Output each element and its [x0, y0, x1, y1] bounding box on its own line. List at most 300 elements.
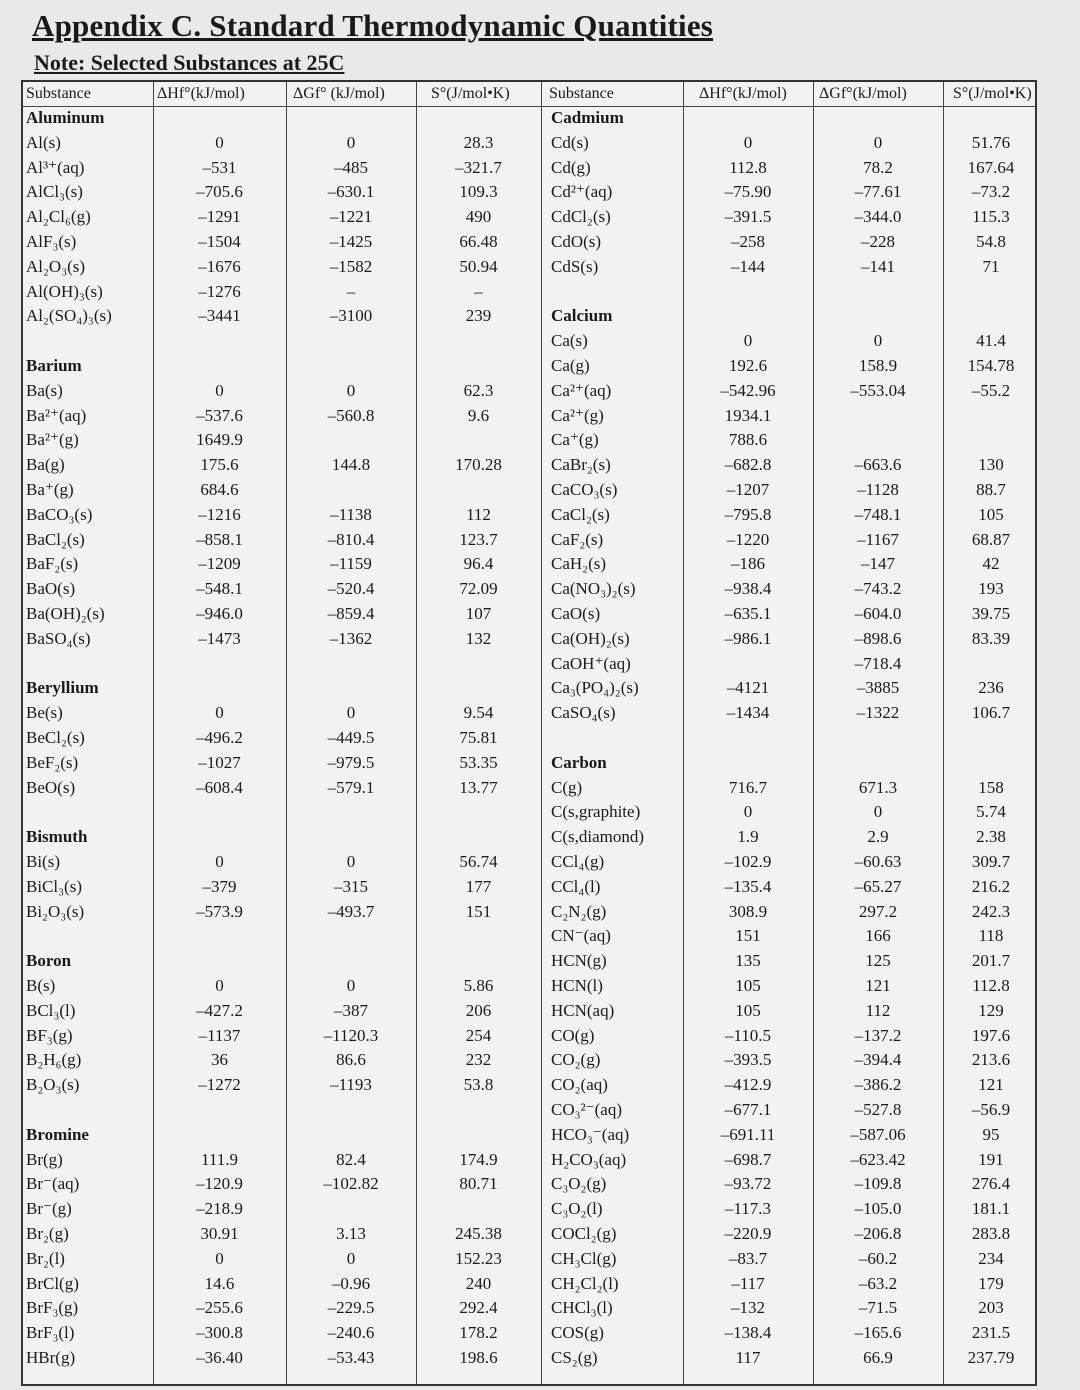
value-s: 213.6	[971, 1050, 1011, 1070]
value-dh: 0	[743, 331, 753, 351]
value-s: 41.4	[976, 331, 1006, 351]
value-dg: 0	[346, 132, 356, 152]
value-dh: –300.8	[196, 1323, 243, 1343]
substance-name: BrCl(g)	[26, 1273, 79, 1293]
header-dg-right: ΔGf°(kJ/mol)	[819, 85, 907, 102]
group-heading: Calcium	[551, 306, 613, 326]
value-dh: –1137	[198, 1025, 241, 1045]
table-row	[23, 776, 1039, 801]
header-dh-right: ΔHf°(kJ/mol)	[699, 85, 787, 102]
value-dh: 0	[743, 802, 753, 822]
value-dg: 82.4	[336, 1149, 366, 1169]
table-row	[23, 1024, 1039, 1049]
substance-name: BaSO₄(s)	[26, 628, 91, 648]
value-s: 13.77	[459, 777, 498, 797]
substance-name: CaOH⁺(aq)	[551, 653, 631, 673]
value-dh: 716.7	[728, 777, 768, 797]
page-note: Note: Selected Substances at 25C	[34, 50, 345, 75]
substance-name: HCN(aq)	[551, 1000, 615, 1020]
table-row	[23, 1048, 1039, 1073]
substance-name: CdO(s)	[551, 232, 602, 251]
value-s: 106.7	[971, 703, 1011, 723]
substance-name: CaF₂(s)	[551, 529, 604, 549]
value-dg: –1120.3	[323, 1025, 379, 1045]
value-s: 53.35	[459, 752, 498, 772]
value-s: 151	[465, 901, 492, 921]
substance-name: Ca(s)	[551, 331, 588, 351]
value-dh: –379	[202, 876, 237, 896]
value-dh: 0	[215, 380, 224, 400]
substance-name: C₂N₂(g)	[551, 901, 607, 921]
table-row	[23, 1346, 1039, 1371]
value-dh: 36	[211, 1050, 228, 1070]
table-row	[23, 825, 1039, 850]
value-s: 2.38	[976, 827, 1006, 847]
value-dg: –623.42	[850, 1149, 906, 1169]
value-dg: –1221	[329, 207, 373, 227]
value-dh: –83.7	[728, 1248, 768, 1268]
value-s: 123.7	[459, 529, 498, 549]
value-dg: –387	[334, 1000, 368, 1020]
value-s: 167.64	[967, 157, 1015, 177]
table-row	[23, 577, 1039, 602]
value-s: 9.54	[463, 703, 494, 723]
value-dh: 0	[215, 1248, 224, 1268]
value-dh: 0	[743, 132, 753, 152]
substance-name: CO₂(g)	[551, 1050, 601, 1070]
value-s: –56.9	[971, 1100, 1011, 1119]
value-dh: 192.6	[728, 356, 768, 375]
value-s: 197.6	[971, 1025, 1011, 1045]
value-dg: 121	[865, 976, 891, 995]
value-s: 177	[465, 876, 492, 896]
table-row	[23, 627, 1039, 652]
substance-name: Ca²⁺(aq)	[551, 380, 612, 400]
substance-name: C(s,graphite)	[551, 802, 641, 822]
value-dh: 30.91	[200, 1224, 239, 1243]
value-dh: 111.9	[201, 1149, 238, 1169]
value-dh: –691.11	[720, 1124, 776, 1144]
substance-name: CaBr₂(s)	[551, 455, 611, 475]
substance-name: Br⁻(aq)	[26, 1174, 80, 1194]
value-dg: –165.6	[854, 1323, 902, 1343]
value-dg: –315	[334, 876, 368, 896]
table-row	[23, 404, 1039, 429]
value-s: 130	[978, 455, 1004, 475]
value-dg: –718.4	[854, 653, 902, 673]
table-row	[23, 875, 1039, 900]
table-row	[23, 1222, 1039, 1247]
value-s: 191	[978, 1149, 1004, 1169]
value-dh: –1209	[198, 554, 241, 574]
value-dh: –1504	[198, 232, 241, 251]
value-s: 309.7	[971, 852, 1011, 871]
substance-name: CaH₂(s)	[551, 554, 607, 574]
value-s: –321.7	[455, 157, 502, 177]
value-dg: –147	[861, 554, 895, 574]
value-dg: 0	[873, 331, 883, 351]
value-dh: 117	[735, 1348, 761, 1367]
value-s: 80.71	[459, 1174, 498, 1194]
value-dg: –3885	[856, 678, 900, 698]
substance-name: Al₂(SO₄)₃(s)	[26, 306, 112, 326]
value-dg: –1362	[329, 628, 373, 648]
value-dh: –255.6	[196, 1298, 243, 1318]
table-row	[23, 552, 1039, 577]
value-s: 115.3	[972, 207, 1010, 227]
substance-name: B₂H₆(g)	[26, 1050, 82, 1070]
value-dh: –795.8	[724, 504, 772, 524]
value-dh: –93.72	[724, 1174, 772, 1194]
value-dg: –748.1	[854, 504, 902, 524]
substance-name: Br⁻(g)	[26, 1199, 72, 1219]
group-heading-row	[23, 304, 1039, 329]
value-dg: 297.2	[858, 901, 898, 921]
value-s: 62.3	[463, 380, 494, 400]
table-row	[23, 1073, 1039, 1098]
value-dg: –527.8	[854, 1100, 902, 1119]
substance-name: Ba²⁺(g)	[26, 430, 79, 450]
value-dh: –986.1	[724, 628, 772, 648]
substance-name: Ba(s)	[26, 380, 63, 400]
table-row	[23, 428, 1039, 453]
substance-name: HBr(g)	[26, 1348, 76, 1367]
substance-name: Ba(OH)₂(s)	[26, 604, 105, 623]
value-s: 292.4	[459, 1298, 498, 1318]
value-dh: –548.1	[196, 579, 243, 599]
value-s: 88.7	[976, 480, 1006, 499]
substance-name: H₂CO₃(aq)	[551, 1149, 627, 1169]
value-dg: –3100	[329, 306, 373, 326]
value-s: 201.7	[971, 951, 1011, 971]
value-dh: –858.1	[196, 529, 243, 549]
value-dh: –391.5	[724, 207, 772, 227]
value-dh: –220.9	[724, 1224, 772, 1243]
value-dg: –485	[334, 157, 368, 177]
table-row	[23, 1321, 1039, 1346]
value-s: 72.09	[459, 579, 498, 599]
value-dh: –186	[731, 554, 765, 574]
value-dh: 175.6	[200, 455, 239, 475]
table-row	[23, 503, 1039, 528]
value-dg: –1138	[330, 504, 372, 524]
value-s: 68.87	[971, 529, 1011, 549]
value-dh: –635.1	[724, 604, 772, 623]
substance-name: CaCO₃(s)	[551, 480, 618, 499]
substance-name: COS(g)	[551, 1323, 604, 1343]
value-dh: –1272	[198, 1075, 241, 1095]
value-dg: –493.7	[327, 901, 375, 921]
substance-name: B(s)	[26, 976, 56, 995]
value-dh: –132	[731, 1298, 765, 1318]
value-s: 239	[465, 306, 492, 326]
value-dh: –608.4	[196, 777, 243, 797]
value-dh: –946.0	[196, 604, 243, 623]
substance-name: Ca(NO₃)₂(s)	[551, 579, 636, 599]
table-row	[23, 230, 1039, 255]
value-dg: –979.5	[327, 752, 375, 772]
substance-name: BeF₂(s)	[26, 752, 79, 772]
substance-name: HCO₃⁻(aq)	[551, 1124, 630, 1144]
value-s: 95	[982, 1124, 1000, 1144]
substance-name: Al(OH)₃(s)	[26, 281, 103, 301]
table-row	[23, 602, 1039, 627]
header-substance-right: Substance	[549, 85, 614, 102]
value-dh: 308.9	[728, 901, 768, 921]
substance-name: COCl₂(g)	[551, 1224, 617, 1243]
substance-name: CN⁻(aq)	[551, 926, 611, 946]
substance-name: Ca(g)	[551, 356, 590, 375]
table-row	[23, 726, 1039, 751]
substance-name: Ca₃(PO₄)₂(s)	[551, 678, 639, 698]
table-row	[23, 924, 1039, 949]
substance-name: Ca(OH)₂(s)	[551, 628, 630, 648]
value-s: 276.4	[971, 1174, 1011, 1194]
value-dh: 0	[215, 132, 224, 152]
substance-name: Al³⁺(aq)	[26, 157, 85, 177]
value-dh: –117	[731, 1273, 765, 1293]
page-title: Appendix C. Standard Thermodynamic Quantities	[32, 8, 714, 43]
substance-name: CCl₄(l)	[551, 876, 601, 896]
value-dg: –109.8	[854, 1174, 902, 1194]
table-row	[23, 652, 1039, 677]
value-s: 56.74	[459, 852, 498, 871]
value-dg: 671.3	[858, 777, 898, 797]
value-dg: 2.9	[867, 827, 889, 847]
value-s: 53.8	[463, 1075, 494, 1095]
value-dg: –449.5	[327, 728, 375, 747]
value-dg: –386.2	[854, 1075, 902, 1095]
value-dh: –120.9	[196, 1174, 243, 1194]
value-dh: –573.9	[196, 901, 243, 921]
value-s: 75.81	[459, 728, 498, 747]
value-dh: 0	[215, 852, 224, 871]
value-dg: –1322	[856, 703, 900, 723]
substance-name: BaCl₂(s)	[26, 529, 85, 549]
table-row	[23, 701, 1039, 726]
group-heading: Barium	[26, 356, 82, 375]
value-dh: –3441	[198, 306, 241, 326]
value-dg: 66.9	[863, 1348, 893, 1367]
value-dh: 105	[735, 976, 761, 995]
substance-name: Br₂(g)	[26, 1224, 69, 1243]
value-s: 203	[978, 1298, 1004, 1318]
value-dg: –65.27	[854, 876, 902, 896]
substance-name: BF₃(g)	[26, 1025, 73, 1045]
substance-name: CH₃Cl(g)	[551, 1248, 617, 1268]
value-s: 237.79	[967, 1348, 1015, 1367]
substance-name: Bi(s)	[26, 852, 60, 871]
substance-name: CdS(s)	[551, 256, 599, 276]
value-s: 216.2	[971, 876, 1011, 896]
value-dg: 3.13	[336, 1224, 366, 1243]
value-s: –73.2	[971, 182, 1011, 202]
table-row	[23, 1197, 1039, 1222]
group-heading: Cadmium	[551, 108, 624, 127]
group-heading: Bismuth	[26, 827, 88, 847]
substance-name: HCN(l)	[551, 976, 603, 995]
group-heading: Carbon	[551, 752, 607, 772]
value-s: 231.5	[971, 1323, 1011, 1343]
value-dg: –394.4	[854, 1050, 902, 1070]
table-row	[23, 676, 1039, 701]
substance-name: CaO(s)	[551, 604, 601, 623]
substance-name: C(g)	[551, 777, 583, 797]
value-dg: 0	[346, 703, 356, 723]
value-s: 174.9	[459, 1149, 498, 1169]
substance-name: Cd²⁺(aq)	[551, 182, 613, 202]
value-dg: –859.4	[327, 604, 375, 623]
value-dh: –393.5	[724, 1050, 772, 1070]
value-s: 234	[978, 1248, 1004, 1268]
table-row	[23, 528, 1039, 553]
value-dg: –229.5	[327, 1298, 375, 1318]
substance-name: CO(g)	[551, 1025, 595, 1045]
value-dg: –604.0	[854, 604, 902, 623]
table-row	[23, 453, 1039, 478]
value-s: 193	[978, 579, 1004, 599]
substance-name: BrF₃(g)	[26, 1298, 79, 1318]
value-dg: 0	[873, 802, 883, 822]
table-row	[23, 800, 1039, 825]
value-dh: –1434	[726, 703, 770, 723]
value-dh: –36.40	[196, 1348, 243, 1367]
substance-name: BCl₃(l)	[26, 1000, 76, 1020]
value-s: 121	[978, 1075, 1004, 1095]
value-s: 109.3	[459, 182, 498, 202]
value-dh: –938.4	[724, 579, 772, 599]
table-row	[23, 1272, 1039, 1297]
group-heading: Bromine	[26, 1124, 89, 1144]
value-dh: –218.9	[196, 1199, 243, 1219]
value-s: 96.4	[463, 554, 494, 574]
value-dh: 105	[735, 1000, 761, 1020]
value-dg: 125	[865, 951, 891, 971]
value-dg: –1128	[857, 480, 899, 499]
substance-name: B₂O₃(s)	[26, 1075, 80, 1095]
value-dg: –63.2	[858, 1273, 898, 1293]
substance-name: Ba²⁺(aq)	[26, 405, 87, 425]
value-s: 245.38	[455, 1224, 502, 1243]
value-dh: –496.2	[196, 728, 243, 747]
value-s: 71	[982, 256, 1000, 276]
substance-name: Ca²⁺(g)	[551, 405, 604, 425]
value-s: 490	[465, 207, 492, 227]
value-dg: –587.06	[850, 1124, 906, 1144]
substance-name: Al₂O₃(s)	[26, 256, 86, 276]
table-row	[23, 949, 1039, 974]
table-row	[23, 156, 1039, 181]
value-dh: –1207	[726, 480, 770, 499]
value-dg: –1159	[330, 554, 372, 574]
value-dg: 166	[865, 926, 891, 946]
value-s: 28.3	[463, 132, 494, 152]
value-dg: –579.1	[327, 777, 375, 797]
value-dh: –1216	[198, 504, 241, 524]
value-dh: 788.6	[728, 430, 768, 450]
value-s: 154.78	[967, 356, 1015, 375]
value-dg: –53.43	[327, 1348, 375, 1367]
table-row	[23, 999, 1039, 1024]
value-dg: –743.2	[854, 579, 902, 599]
substance-name: C₃O₂(g)	[551, 1174, 607, 1194]
value-s: 179	[978, 1273, 1004, 1293]
table-row	[23, 1123, 1039, 1148]
table-row	[23, 180, 1039, 205]
value-dg: –553.04	[850, 380, 906, 400]
value-dg: –77.61	[854, 182, 902, 202]
value-dh: –1291	[198, 207, 241, 227]
value-dg: –228	[861, 232, 895, 251]
header-s-right: S°(J/mol•K)	[953, 85, 1032, 102]
value-dh: –537.6	[196, 405, 243, 425]
value-dg: 112	[865, 1000, 891, 1020]
substance-name: BeCl₂(s)	[26, 728, 85, 747]
value-s: 50.94	[459, 256, 498, 276]
value-dg: –1425	[329, 232, 373, 251]
value-dg: –0.96	[331, 1273, 371, 1293]
substance-name: Br(g)	[26, 1149, 63, 1169]
value-dh: –1473	[198, 628, 241, 648]
value-s: 105	[978, 504, 1004, 524]
table-row	[23, 1172, 1039, 1197]
value-s: 5.74	[976, 802, 1006, 822]
value-s: 206	[465, 1000, 492, 1020]
value-dh: –427.2	[196, 1000, 243, 1020]
table-row	[23, 1296, 1039, 1321]
value-dg: –1167	[857, 529, 899, 549]
value-dh: –138.4	[724, 1323, 772, 1343]
value-dh: –705.6	[196, 182, 243, 202]
value-dh: 0	[215, 703, 224, 723]
value-dh: –682.8	[724, 455, 772, 475]
value-s: 39.75	[971, 604, 1011, 623]
substance-name: CdCl₂(s)	[551, 207, 611, 227]
substance-name: AlF₃(s)	[26, 232, 77, 251]
value-dh: 14.6	[204, 1273, 235, 1293]
value-s: 236	[978, 678, 1004, 698]
table-row	[23, 850, 1039, 875]
header-dh: ΔHf°(kJ/mol)	[157, 85, 245, 102]
value-dg: –520.4	[327, 579, 375, 599]
substance-name: Cd(g)	[551, 157, 591, 177]
value-s: 66.48	[459, 232, 498, 251]
substance-name: Ba⁺(g)	[26, 480, 74, 499]
substance-name: Al₂Cl₆(g)	[26, 207, 91, 227]
table-row	[23, 205, 1039, 230]
value-dg: –71.5	[858, 1298, 898, 1318]
header-s: S°(J/mol•K)	[431, 85, 510, 102]
value-dg: –60.63	[854, 852, 902, 871]
value-dg: –206.8	[854, 1224, 902, 1243]
value-s: 83.39	[971, 628, 1011, 648]
substance-name: Ba(g)	[26, 455, 65, 475]
value-dh: 151	[735, 926, 761, 946]
value-s: 152.23	[455, 1248, 502, 1268]
substance-name: Br₂(l)	[26, 1248, 65, 1268]
table-row	[23, 131, 1039, 156]
table-row	[23, 379, 1039, 404]
header-dg: ΔGf° (kJ/mol)	[293, 85, 385, 102]
value-dg: –240.6	[327, 1323, 375, 1343]
value-dh: –531	[202, 157, 237, 177]
substance-name: CaSO₄(s)	[551, 703, 616, 723]
value-dh: –135.4	[724, 876, 772, 896]
group-heading: Beryllium	[26, 678, 99, 698]
value-s: 132	[465, 628, 492, 648]
substance-name: C(s,diamond)	[551, 827, 645, 847]
value-dh: 0	[215, 976, 224, 995]
